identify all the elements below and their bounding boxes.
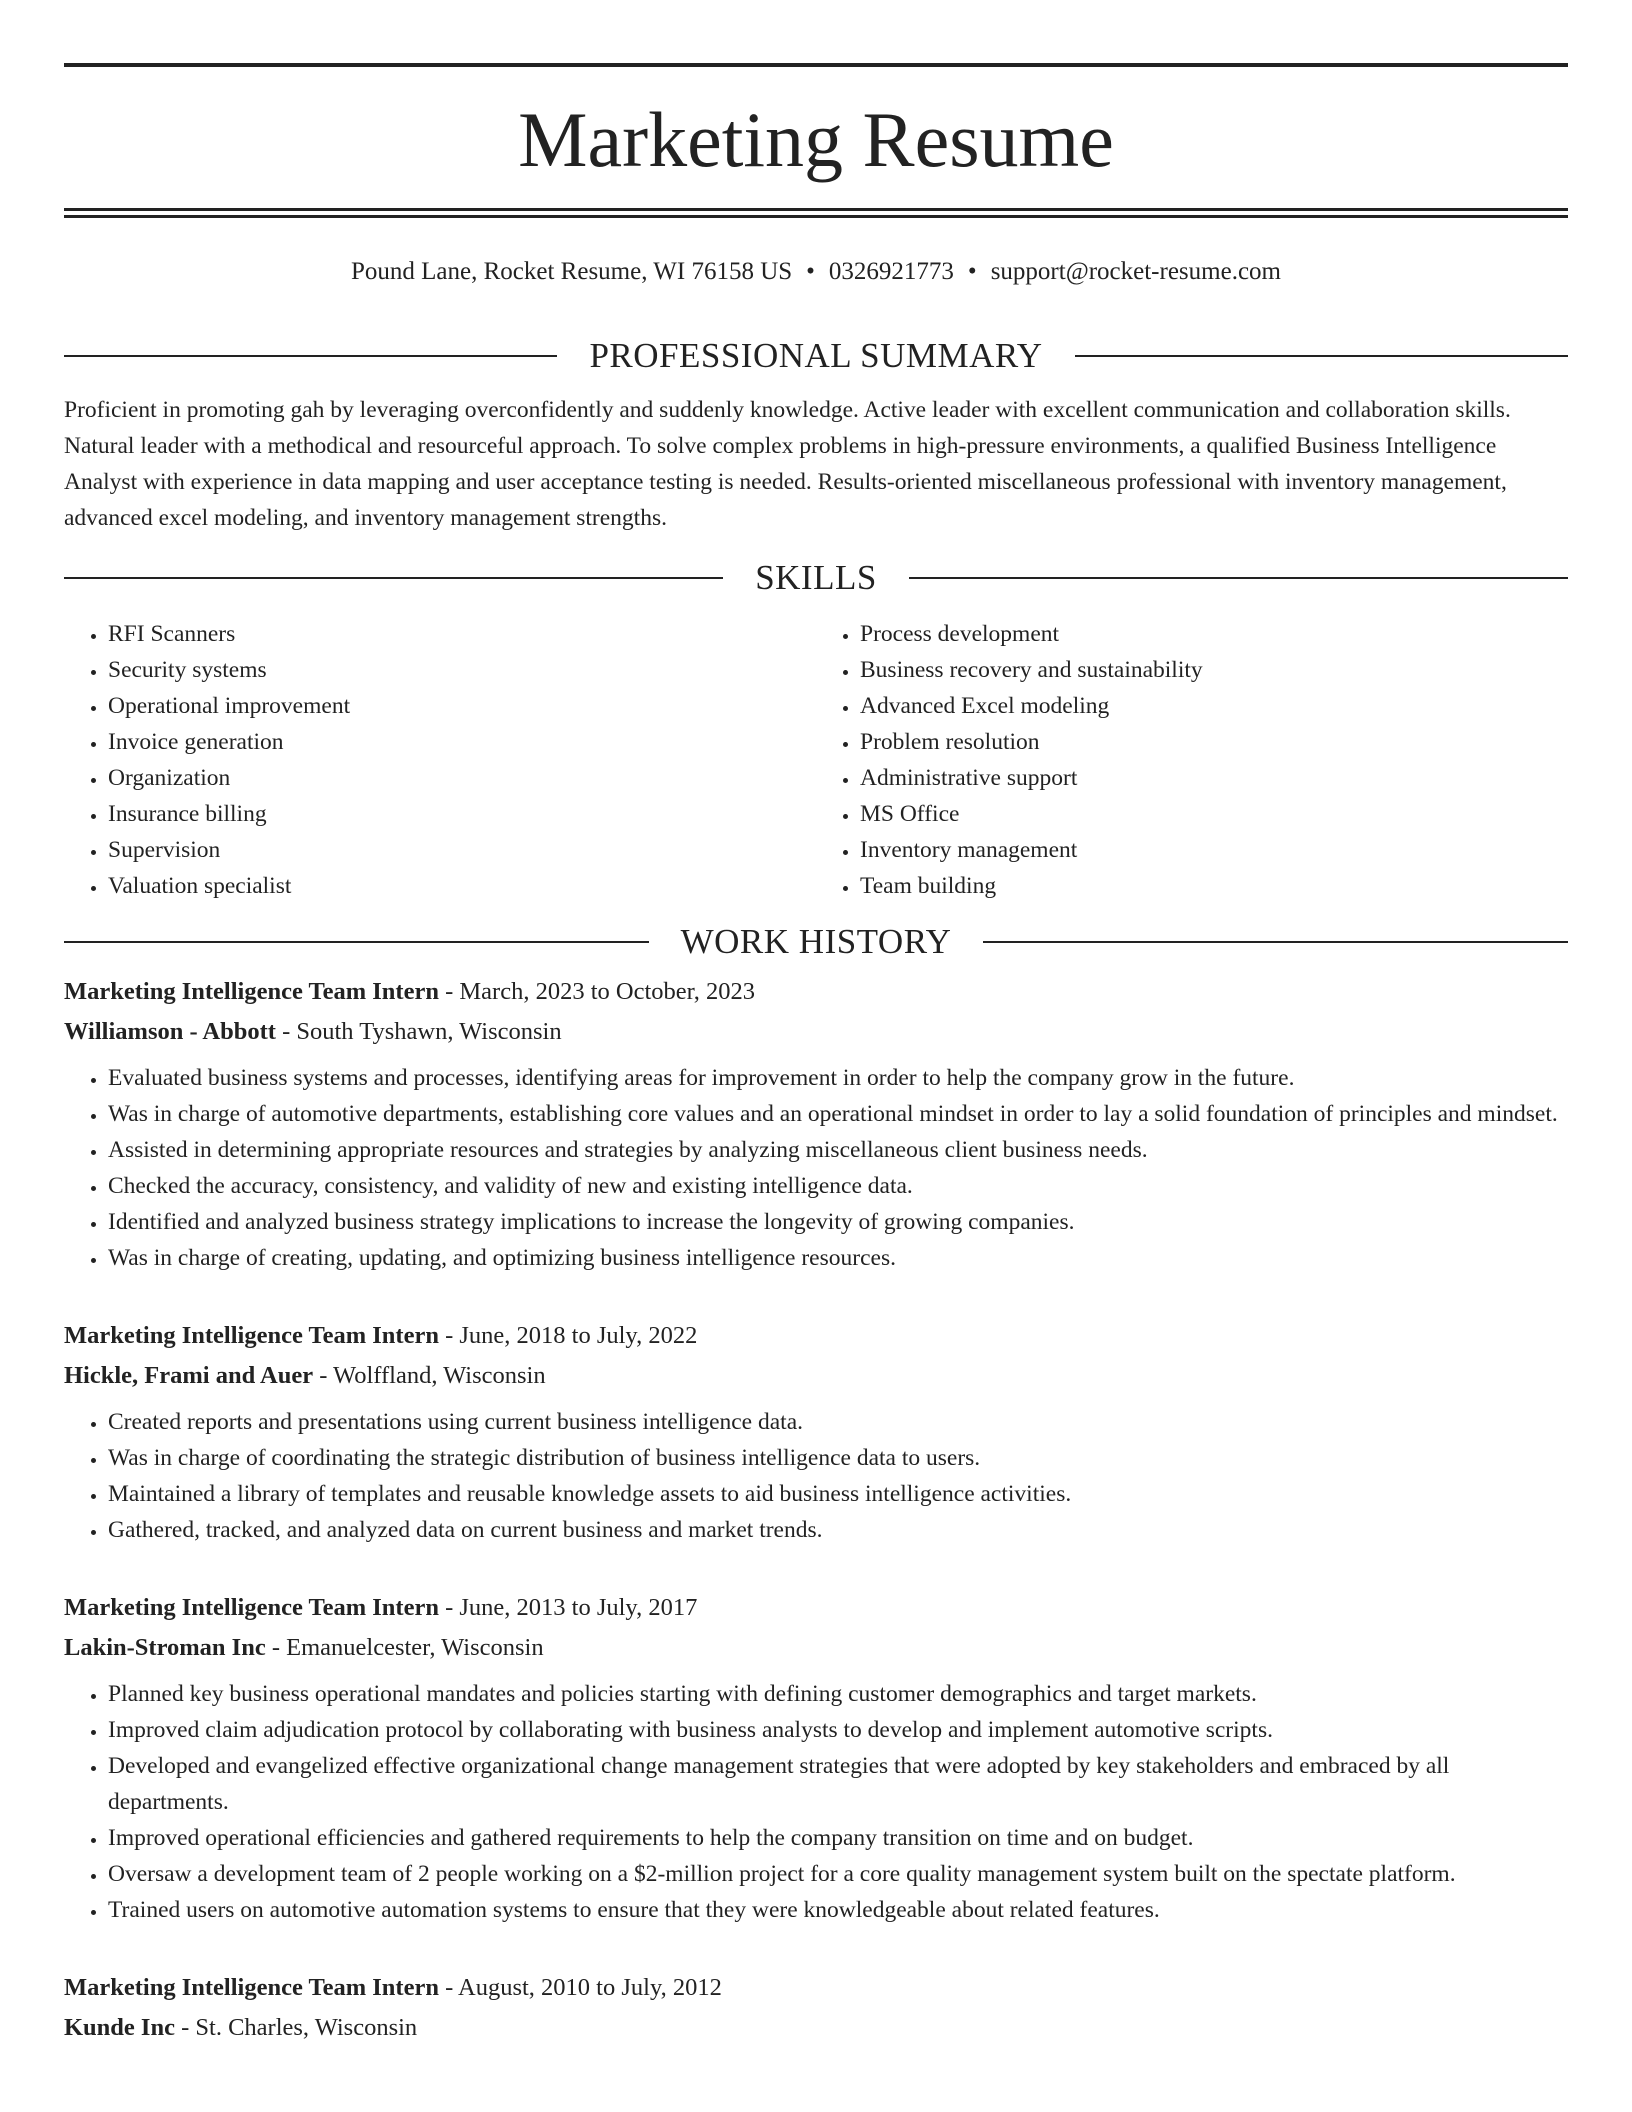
work-history-list — [64, 972, 1568, 2048]
job-company-line: Williamson - Abbott - South Tyshawn, Wisconsin — [64, 1018, 562, 1045]
section-divider — [64, 941, 649, 943]
section-divider — [64, 577, 723, 579]
job-location: Wolffland, Wisconsin — [333, 1362, 546, 1389]
job-title-line: Marketing Intelligence Team Intern - June, 2018 to July, 2022 — [64, 1322, 698, 1349]
job-duty-item: • Improved claim adjudication protocol by collaborating with business analysts to develop and implement automotive scripts. — [108, 1712, 1568, 1748]
skill-item: • Organization — [108, 760, 816, 796]
job-duty-item: • Was in charge of coordinating the strategic distribution of business intelligence data to users. — [108, 1440, 1568, 1476]
job-company-line: Kunde Inc - St. Charles, Wisconsin — [64, 2014, 418, 2041]
contact-phone: 0326921773 — [828, 258, 954, 285]
skill-item: • Business recovery and sustainability — [860, 652, 1568, 688]
section-divider — [909, 577, 1568, 579]
skill-item: • Invoice generation — [108, 724, 816, 760]
skill-item: • Administrative support — [860, 760, 1568, 796]
job-company-line: Hickle, Frami and Auer - Wolffland, Wisconsin — [64, 1362, 546, 1389]
skill-item: • Process development — [860, 616, 1568, 652]
job-company: Williamson - Abbott — [64, 1018, 276, 1045]
work-heading: WORK HISTORY — [680, 922, 952, 961]
skills-list — [64, 616, 1568, 904]
job-duty-item: • Identified and analyzed business strategy implications to increase the longevity of growing companies. — [108, 1204, 1568, 1240]
title-rule-lower — [64, 215, 1568, 218]
job-company: Kunde Inc — [64, 2014, 175, 2041]
skills-heading: SKILLS — [755, 558, 877, 597]
section-divider — [1075, 355, 1568, 357]
job-duties — [64, 1404, 1568, 1548]
job-title-line: Marketing Intelligence Team Intern - June, 2013 to July, 2017 — [64, 1594, 698, 1621]
job-title: Marketing Intelligence Team Intern — [64, 1974, 439, 2001]
section-divider — [983, 941, 1568, 943]
job-dates: June, 2013 to July, 2017 — [459, 1594, 698, 1621]
job-duty-item: • Oversaw a development team of 2 people working on a $2-million project for a core quality management system built on the spectate platform. — [108, 1856, 1568, 1892]
job-location: St. Charles, Wisconsin — [195, 2014, 418, 2041]
job-entry — [64, 1968, 1568, 2048]
job-duty-item: • Checked the accuracy, consistency, and validity of new and existing intelligence data. — [108, 1168, 1568, 1204]
job-entry — [64, 972, 1568, 1276]
skill-item: • Team building — [860, 868, 1568, 904]
job-duties — [64, 1676, 1568, 1928]
job-duty-item: • Created reports and presentations using current business intelligence data. — [108, 1404, 1568, 1440]
job-location: South Tyshawn, Wisconsin — [296, 1018, 562, 1045]
job-duty-item: • Was in charge of creating, updating, and optimizing business intelligence resources. — [108, 1240, 1568, 1276]
job-title: Marketing Intelligence Team Intern — [64, 1594, 439, 1621]
contact-line — [64, 252, 1568, 292]
job-company: Hickle, Frami and Auer — [64, 1362, 314, 1389]
section-divider — [64, 355, 557, 357]
skill-item: • MS Office — [860, 796, 1568, 832]
job-title: Marketing Intelligence Team Intern — [64, 1322, 439, 1349]
skill-item: • Inventory management — [860, 832, 1568, 868]
resume-content — [64, 326, 1568, 2088]
job-title-line: Marketing Intelligence Team Intern - March, 2023 to October, 2023 — [64, 978, 756, 1005]
job-location: Emanuelcester, Wisconsin — [286, 1634, 544, 1661]
job-title: Marketing Intelligence Team Intern — [64, 978, 439, 1005]
skill-item: • Problem resolution — [860, 724, 1568, 760]
resume-title: Marketing Resume — [518, 96, 1114, 183]
job-company-line: Lakin-Stroman Inc - Emanuelcester, Wisconsin — [64, 1634, 544, 1661]
skill-item: • Operational improvement — [108, 688, 816, 724]
contact-separator: • — [806, 258, 815, 285]
job-duty-item: • Trained users on automotive automation systems to ensure that they were knowledgeable about related features. — [108, 1892, 1568, 1928]
job-duty-item: • Maintained a library of templates and reusable knowledge assets to aid business intelligence activities. — [108, 1476, 1568, 1512]
skills-column-left — [64, 616, 816, 904]
skill-item: • Insurance billing — [108, 796, 816, 832]
job-duty-item: • Developed and evangelized effective organizational change management strategies that were adopted by key stakeholders and embraced by all departments. — [108, 1748, 1568, 1820]
job-duty-item: • Gathered, tracked, and analyzed data on current business and market trends. — [108, 1512, 1568, 1548]
job-dates: March, 2023 to October, 2023 — [459, 978, 756, 1005]
work-section-header — [64, 912, 1568, 972]
contact-email: support@rocket-resume.com — [990, 258, 1281, 285]
skill-item: • Advanced Excel modeling — [860, 688, 1568, 724]
skills-column-right — [816, 616, 1568, 904]
skill-item: • Security systems — [108, 652, 816, 688]
skills-section-header — [64, 548, 1568, 608]
job-company: Lakin-Stroman Inc — [64, 1634, 266, 1661]
title-rule-upper — [64, 208, 1568, 211]
skill-item: • Supervision — [108, 832, 816, 868]
job-title-line: Marketing Intelligence Team Intern - August, 2010 to July, 2012 — [64, 1974, 722, 2001]
summary-section-header — [64, 326, 1568, 386]
skill-item: • RFI Scanners — [108, 616, 816, 652]
top-rule — [64, 63, 1568, 67]
contact-separator: • — [967, 258, 977, 285]
job-duty-item: • Was in charge of automotive departments, establishing core values and an operational mindset in order to lay a solid foundation of principles and mindset. — [108, 1096, 1568, 1132]
job-dates: June, 2018 to July, 2022 — [459, 1322, 698, 1349]
summary-text: Proficient in promoting gah by leveraging overconfidently and suddenly knowledge. Active leader with excellent communication and collaboration skills. Natural leader with a methodical and resourceful approach. To solve complex problems in high-pressure environments, a qualified Business Intelligence Analyst with experience in data mapping and user acceptance testing is needed. Results-oriented miscellaneous professional with inventory management, advanced excel modeling, and inventory management strengths. — [64, 397, 1511, 531]
job-entry — [64, 1316, 1568, 1548]
contact-address: Pound Lane, Rocket Resume, WI 76158 US — [351, 258, 793, 285]
job-duty-item: • Planned key business operational mandates and policies starting with defining customer demographics and target markets. — [108, 1676, 1568, 1712]
job-duty-item: • Improved operational efficiencies and gathered requirements to help the company transition on time and on budget. — [108, 1820, 1568, 1856]
job-duty-item: • Assisted in determining appropriate resources and strategies by analyzing miscellaneous client business needs. — [108, 1132, 1568, 1168]
job-duties — [64, 1060, 1568, 1276]
job-dates: August, 2010 to July, 2012 — [458, 1974, 722, 2001]
skill-item: • Valuation specialist — [108, 868, 816, 904]
job-duty-item: • Evaluated business systems and processes, identifying areas for improvement in order to help the company grow in the future. — [108, 1060, 1568, 1096]
job-entry — [64, 1588, 1568, 1928]
summary-heading: PROFESSIONAL SUMMARY — [589, 336, 1043, 375]
